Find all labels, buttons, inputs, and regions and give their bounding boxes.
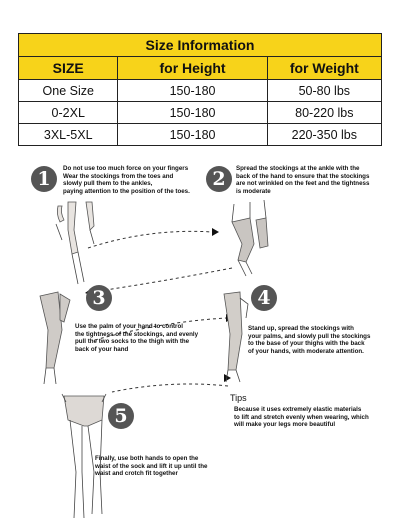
text-line: slowly pull them to the ankles, [63, 180, 153, 188]
step-3-number: 3 [86, 285, 112, 311]
step-4-text [248, 325, 370, 355]
table-cell: 50-80 lbs [298, 83, 351, 98]
table-cell: 220-350 lbs [291, 127, 357, 142]
text-line: will make your legs more beautiful [234, 421, 336, 429]
text-line: Do not use too much force on your fingers [63, 165, 189, 172]
text-line: Finally, use both hands to open the [95, 455, 199, 462]
text-line: to the base of your thighs with the back [248, 340, 365, 348]
text-line: waist of the sock and lift it up until the [95, 462, 208, 470]
table-cell: 150-180 [118, 124, 267, 145]
text-line: Stand up, spread the stockings with [248, 325, 354, 332]
table-cell: 150-180 [118, 80, 267, 101]
text-line: paying attention to the position of the toes. [63, 187, 190, 195]
step-1-text [63, 165, 190, 195]
text-line: is moderate [236, 187, 271, 195]
table-title: Size Information [19, 34, 381, 57]
text-line: Spread the stockings at the ankle with the [236, 165, 360, 172]
table-cell: One Size [19, 80, 118, 101]
text-line: of your hands, with moderate attention. [248, 347, 364, 355]
header-height: for Height [118, 57, 267, 79]
arrow-4-to-5 [112, 384, 228, 392]
step-3-illustration [30, 290, 80, 390]
arrow-2-to-3 [92, 268, 232, 292]
table-cell: 80-220 lbs [295, 105, 354, 120]
step-5-number: 5 [108, 403, 134, 429]
header-weight: for Weight [289, 60, 359, 76]
text-line: are not wrinkled on the feet and the tightness [236, 180, 370, 188]
step-5-illustration [58, 392, 114, 524]
table-cell: 150-180 [118, 102, 267, 123]
text-line: your palms, and slowly pull the stockings [248, 332, 371, 340]
text-line: waist and crotch fit together [95, 470, 178, 478]
text-line: pull the two socks to the thigh with the [75, 338, 190, 346]
step-2-illustration [220, 200, 290, 280]
step-4-illustration [218, 290, 258, 386]
text-line: the tightness of the stockings, and evenly [75, 330, 199, 338]
text-line: Because it uses extremely elastic materials [234, 406, 362, 413]
step-1-illustration [50, 200, 110, 290]
text-line: Wear the stockings from the toes and [63, 172, 174, 180]
step-4-number: 4 [251, 285, 277, 311]
step-2-number: 2 [206, 166, 232, 192]
text-line: to lift and stretch evenly when wearing, which [234, 413, 369, 421]
table-cell: 3XL-5XL [19, 124, 118, 145]
step-2-text [236, 165, 369, 195]
tips-label: Tips [230, 393, 247, 403]
text-line: back of the hand to ensure that the stockings [236, 172, 370, 180]
step-1-number: 1 [31, 166, 57, 192]
table-cell: 0-2XL [19, 102, 118, 123]
text-line: Use the palm of your hand to control [75, 323, 183, 330]
text-line: back of your hand [75, 345, 129, 353]
arrowhead [212, 228, 219, 236]
header-size: SIZE [19, 57, 118, 79]
step-3-text [75, 323, 198, 353]
tips-text [234, 406, 369, 429]
